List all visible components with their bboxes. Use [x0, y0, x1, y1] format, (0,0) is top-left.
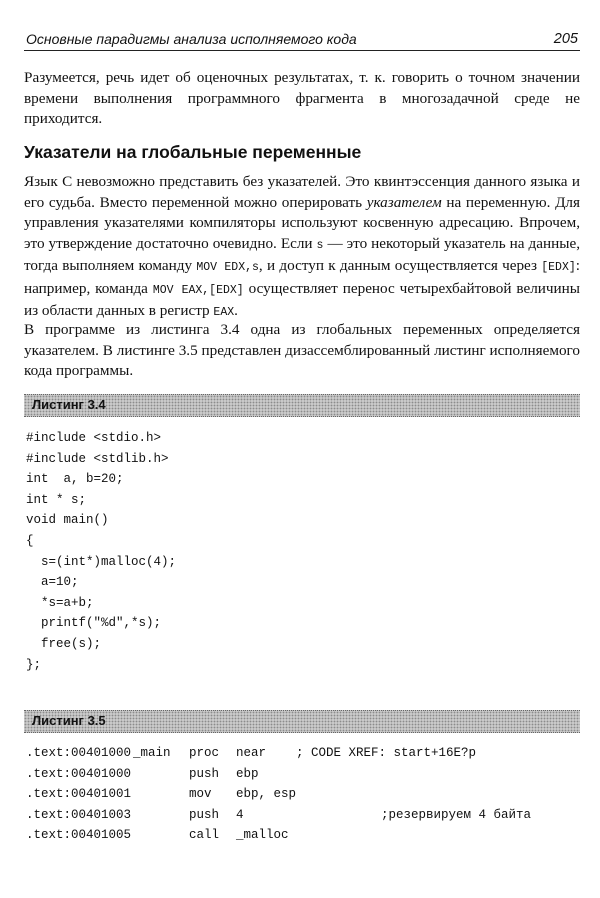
code-line: void main() — [26, 513, 109, 528]
intro-paragraph: Разумеется, речь идет об оценочных результатах, т. к. говорить о точном значении времени выполнения программного фрагмента в многозадачной среде не приходится. — [24, 69, 580, 127]
asm-address: .text:00401005 — [26, 828, 132, 842]
running-header — [24, 28, 580, 51]
asm-address: .text:00401001 — [26, 787, 132, 801]
section-heading: Указатели на глобальные переменные — [24, 142, 362, 162]
code-line: }; — [26, 657, 42, 672]
listing-intro-paragraph: В программе из листинга 3.4 одна из глобальных переменных определяется указателем. В листинге 3.5 представлен дизассемблированный листинг исполняемого кода программы. — [24, 321, 580, 379]
asm-opcode: push — [189, 807, 220, 822]
code-line: #include <stdlib.h> — [26, 451, 169, 466]
asm-row — [26, 746, 576, 767]
asm-opcode: proc — [189, 746, 220, 760]
inline-code-edx: [EDX] — [541, 261, 576, 274]
para1-text-4: , и доступ к данным осуществляется через — [258, 257, 542, 274]
asm-operand: 4 — [236, 807, 244, 822]
listing-3-5-code — [26, 746, 576, 849]
code-line: #include <stdio.h> — [26, 431, 162, 445]
inline-code-eax: EAX — [213, 306, 235, 319]
pointer-paragraph — [24, 172, 580, 324]
inline-code-mov-eax: MOV EAX,[EDX] — [152, 283, 244, 297]
asm-operand: ebp, esp — [236, 787, 297, 801]
para1-text-6: осуществляет перенос четырехбайтовой величины из области данных в регистр — [24, 279, 581, 319]
code-line: *s=a+b; — [26, 595, 94, 610]
para1-text-5: : например, команда — [24, 257, 580, 297]
para1-text-3: — это некоторый указатель на данные, тогда выполняем команду — [24, 234, 580, 274]
asm-opcode: call — [189, 828, 220, 842]
code-line: a=10; — [26, 575, 79, 590]
asm-comment: ; CODE XREF: start+16E?p — [296, 746, 477, 760]
code-line: free(s); — [26, 636, 102, 651]
page-number: 205 — [553, 31, 578, 47]
listing-3-4-label: Листинг 3.4 — [32, 397, 106, 412]
para1-text-7: . — [234, 302, 238, 319]
asm-operand: _malloc — [236, 828, 289, 842]
listing-3-4-code — [26, 428, 576, 675]
asm-label: _main — [133, 746, 171, 760]
asm-address: .text:00401003 — [26, 807, 132, 822]
asm-address: .text:00401000 — [26, 766, 132, 781]
asm-operand: near — [236, 746, 267, 760]
asm-row — [26, 828, 576, 849]
code-line: int * s; — [26, 492, 87, 507]
para1-text-2: на переменную. Для управления указателями компиляторы используют косвенную адресацию. Впрочем, это утверждение достаточно очевидно. Если — [24, 193, 580, 252]
para1-text-1: Язык С невозможно представить без указателей. Это квинтэссенция данного языка и его судьба. Вместо переменной можно оперировать — [24, 173, 580, 211]
running-header-title: Основные парадигмы анализа исполняемого кода — [26, 31, 357, 47]
inline-code-s: s — [316, 238, 324, 252]
asm-row — [26, 808, 576, 829]
code-line: int a, b=20; — [26, 472, 124, 487]
listing-3-5-header — [24, 710, 580, 733]
listing-3-4-header — [24, 394, 580, 417]
asm-address: .text:00401000 — [26, 746, 132, 760]
asm-comment: ;резервируем 4 байта — [381, 807, 532, 822]
code-line: printf("%d",*s); — [26, 616, 162, 631]
listing-3-5-label: Листинг 3.5 — [32, 713, 106, 728]
asm-row — [26, 787, 576, 808]
code-line: s=(int*)malloc(4); — [26, 554, 177, 569]
asm-row — [26, 767, 576, 788]
asm-opcode: mov — [189, 787, 212, 801]
code-line: { — [26, 533, 34, 548]
inline-code-mov-edx: MOV EDX,s — [196, 261, 259, 274]
para1-emphasis: указателем — [366, 193, 442, 211]
asm-opcode: push — [189, 766, 220, 781]
asm-operand: ebp — [236, 766, 259, 781]
